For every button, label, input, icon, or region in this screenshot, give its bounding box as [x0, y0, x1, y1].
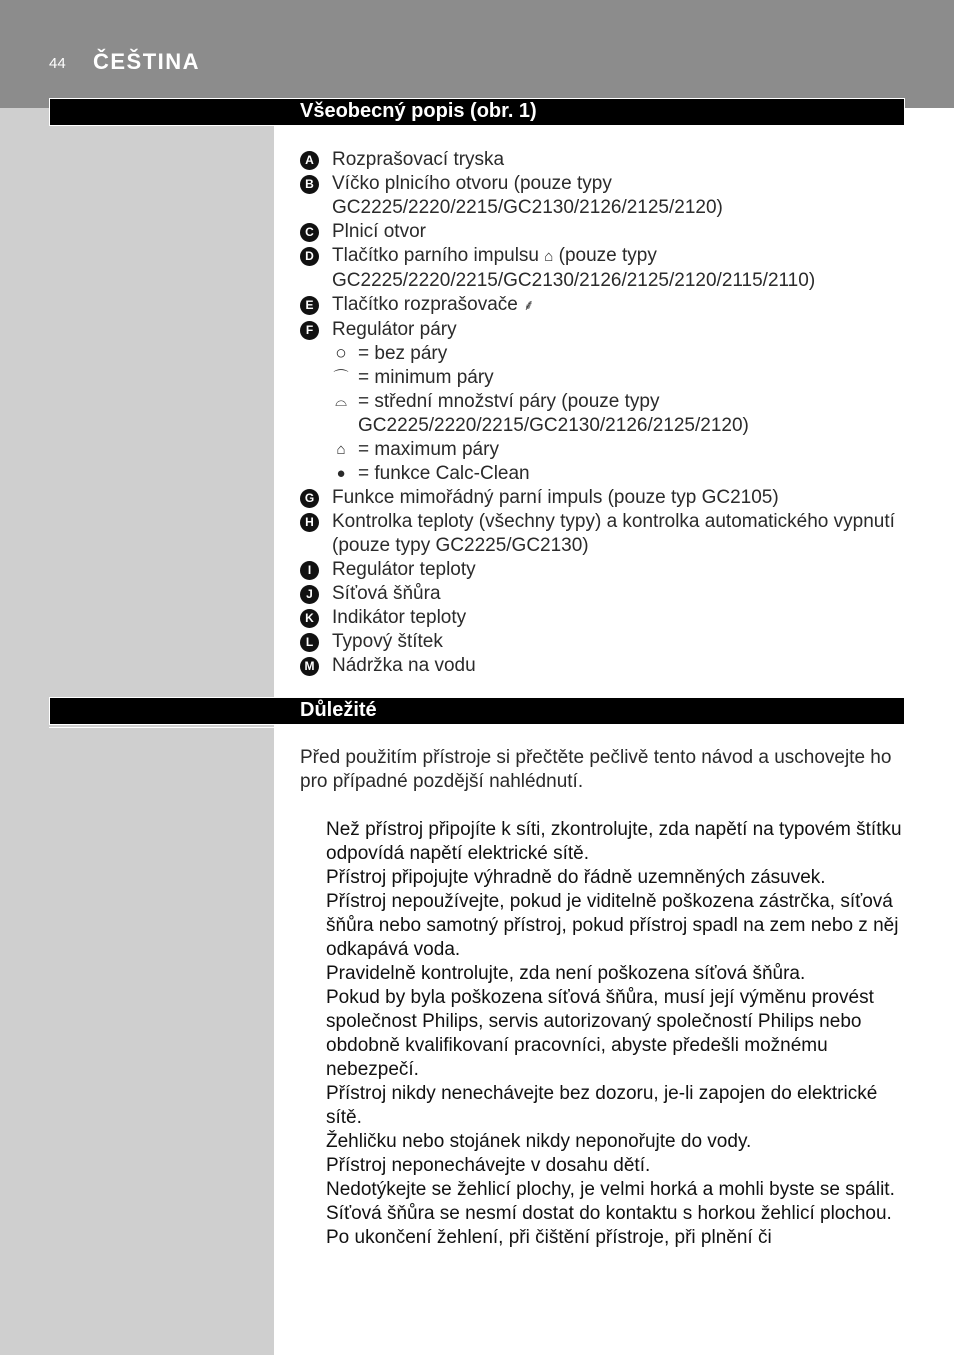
left-margin-column: [0, 108, 274, 1355]
item-text: Funkce mimořádný parní impuls (pouze typ GC2105): [332, 487, 779, 508]
steam-setting-text: = maximum páry: [358, 439, 499, 460]
item-text: Nádržka na vodu: [332, 655, 476, 676]
letter-badge: F: [300, 321, 319, 340]
letter-badge: G: [300, 489, 319, 508]
letter-badge: K: [300, 609, 319, 628]
steam-setting: [332, 342, 910, 366]
steam-setting: [332, 366, 910, 390]
item-text: Tlačítko parního impulsu: [332, 245, 539, 266]
list-item: [300, 318, 910, 486]
warning-item: Přístroj nepoužívejte, pokud je viditelně poškozena zástrčka, síťová šňůra nebo samotný přístroj, pokud přístroj spadl na zem nebo z něj odkapává voda.: [326, 891, 899, 960]
steam-setting: [332, 462, 910, 486]
steam-setting: [332, 438, 910, 462]
intro-paragraph: Před použitím přístroje si přečtěte pečlivě tento návod a uschovejte ho pro případné pozdější nahlédnutí.: [300, 747, 892, 792]
steam-setting-text: = minimum páry: [358, 367, 494, 388]
description-list: [300, 148, 910, 678]
language-title: ČEŠTINA: [93, 49, 201, 74]
section-divider: [49, 727, 274, 728]
spray-icon: ⸙: [523, 297, 535, 314]
section-bar-description: [49, 98, 905, 126]
list-item: [300, 172, 910, 220]
list-item: [300, 244, 910, 293]
section-title-important: Důležité: [300, 699, 377, 721]
item-text: (pouze typy GC2225/2220/2215/GC2130/2126/2125/2120/2115/2110): [332, 245, 816, 291]
letter-badge: I: [300, 561, 319, 580]
item-text: Regulátor teploty: [332, 559, 476, 580]
medium-steam-icon: ⌓: [335, 393, 347, 410]
list-item: [300, 558, 910, 582]
calc-clean-dot-icon: ●: [336, 465, 346, 482]
letter-badge: C: [300, 223, 319, 242]
item-text: Tlačítko rozprašovače: [332, 294, 518, 315]
steam-setting-text: = střední množství páry (pouze typy GC2225/2220/2215/GC2130/2126/2125/2120): [358, 391, 749, 436]
letter-badge: D: [300, 247, 319, 266]
list-item: [300, 654, 910, 678]
letter-badge: L: [300, 633, 319, 652]
minimum-steam-icon: ⌒: [333, 369, 349, 386]
section-title-description: Všeobecný popis (obr. 1): [300, 100, 537, 122]
warning-item: Po ukončení žehlení, při čištění přístroje, při plnění či: [326, 1227, 772, 1248]
item-text: Indikátor teploty: [332, 607, 467, 628]
letter-badge: E: [300, 296, 319, 315]
warning-item: Pokud by byla poškozena síťová šňůra, musí její výměnu provést společnost Philips, servis autorizovaný společností Philips nebo obdobně kvalifikovaní pracovníci, abyste předešli možnému nebezpečí.: [326, 987, 874, 1080]
warnings-list: [326, 818, 910, 1250]
list-item: [300, 582, 910, 606]
list-item: [300, 510, 910, 558]
section-bar-important: [49, 697, 905, 725]
list-item: [300, 486, 910, 510]
warning-item: Přístroj neponechávejte v dosahu dětí.: [326, 1155, 651, 1176]
item-text: Kontrolka teploty (všechny typy) a kontrolka automatického vypnutí (pouze typy GC2225/GC2130): [332, 511, 895, 556]
item-text: Typový štítek: [332, 631, 443, 652]
item-text: Rozprašovací tryska: [332, 149, 505, 170]
page-number: 44: [49, 55, 66, 72]
steam-settings-list: [332, 342, 910, 486]
item-text: Síťová šňůra: [332, 583, 441, 604]
warning-item: Přístroj připojujte výhradně do řádně uzemněných zásuvek.: [326, 867, 826, 888]
item-text: Regulátor páry: [332, 319, 457, 340]
warning-item: Přístroj nikdy nenechávejte bez dozoru, je-li zapojen do elektrické sítě.: [326, 1083, 878, 1128]
list-item: [300, 293, 910, 318]
warning-item: Nedotýkejte se žehlicí plochy, je velmi horká a mohli byste se spálit.: [326, 1179, 895, 1200]
steam-setting-text: = bez páry: [358, 343, 448, 364]
steam-setting: [332, 390, 910, 438]
letter-badge: J: [300, 585, 319, 604]
steam-burst-icon: ⌂: [544, 248, 554, 265]
no-steam-circle-icon: ○: [335, 343, 347, 364]
item-text: Víčko plnicího otvoru (pouze typy GC2225/2220/2215/GC2130/2126/2125/2120): [332, 173, 723, 218]
warning-item: Než přístroj připojíte k síti, zkontrolujte, zda napětí na typovém štítku odpovídá napětí elektrické sítě.: [326, 819, 902, 864]
list-item: [300, 148, 910, 172]
item-text: Plnicí otvor: [332, 221, 426, 242]
steam-setting-text: = funkce Calc-Clean: [358, 463, 530, 484]
letter-badge: H: [300, 513, 319, 532]
letter-badge: B: [300, 175, 319, 194]
maximum-steam-icon: ⌂: [336, 441, 346, 458]
letter-badge: M: [300, 657, 319, 676]
list-item: [300, 630, 910, 654]
warning-item: Pravidelně kontrolujte, zda není poškozena síťová šňůra.: [326, 963, 806, 984]
list-item: [300, 606, 910, 630]
list-item: [300, 220, 910, 244]
letter-badge: A: [300, 151, 319, 170]
warning-item: Síťová šňůra se nesmí dostat do kontaktu s horkou žehlicí plochou.: [326, 1203, 892, 1224]
warning-item: Žehličku nebo stojánek nikdy neponořujte do vody.: [326, 1131, 752, 1152]
